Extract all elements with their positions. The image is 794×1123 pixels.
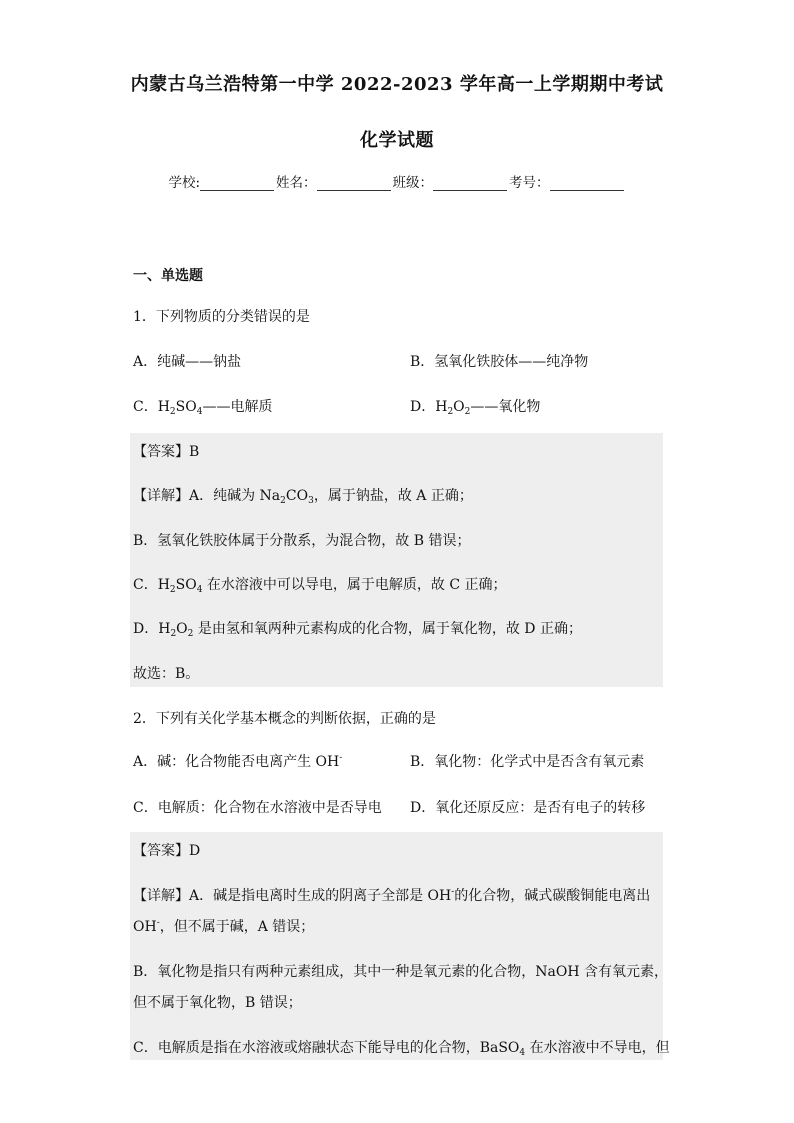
q2-stem: 2．下列有关化学基本概念的判断依据，正确的是 bbox=[133, 711, 436, 727]
page-subtitle: 化学试题 bbox=[360, 130, 434, 151]
q1-option-a: A．纯碱——钠盐 bbox=[133, 354, 242, 370]
q1-answer-box bbox=[130, 433, 663, 687]
school-field[interactable] bbox=[200, 177, 274, 191]
q2-option-c: C．电解质：化合物在水溶液中是否导电 bbox=[133, 800, 382, 816]
q2-option-d: D．氧化还原反应：是否有电子的转移 bbox=[410, 800, 646, 816]
school-label: 学校: bbox=[168, 175, 201, 191]
name-label: 姓名： bbox=[276, 175, 317, 191]
student-info-line bbox=[0, 171, 794, 191]
q2-explanation-c-line1: C．电解质是指在水溶液或熔融状态下能导电的化合物，BaSO$_4$ 在水溶液中不导电，但 bbox=[133, 1040, 670, 1058]
q1-answer: 【答案】B bbox=[133, 444, 200, 460]
q2-answer: 【答案】D bbox=[133, 843, 201, 859]
class-field[interactable] bbox=[433, 177, 507, 191]
name-field[interactable] bbox=[317, 177, 391, 191]
class-label: 班级： bbox=[392, 175, 434, 191]
q1-explanation-d: D．$H_2O_2$ 是由氢和氧两种元素构成的化合物，属于氧化物，故 D 正确； bbox=[133, 621, 582, 639]
exam-no-label: 考号： bbox=[509, 175, 550, 191]
q2-explanation-b-line1: B．氧化物是指只有两种元素组成，其中一种是氧元素的化合物，NaOH 含有氧元素， bbox=[133, 964, 669, 980]
q2-explanation-b-line2: 但不属于氧化物，B 错误； bbox=[133, 995, 302, 1011]
q2-answer-box bbox=[130, 832, 663, 1060]
q1-option-b: B．氢氧化铁胶体——纯净物 bbox=[410, 354, 589, 370]
q1-explanation-b: B．氢氧化铁胶体属于分散系，为混合物，故 B 错误； bbox=[133, 533, 471, 549]
q1-conclusion: 故选：B。 bbox=[133, 666, 200, 682]
q2-explanation-a-line1: 【详解】A．碱是指电离时生成的阴离子全部是 OH-的化合物，碱式碳酸铜能电离出 bbox=[133, 887, 651, 904]
q2-option-a: A．碱：化合物能否电离产生 OH- bbox=[133, 753, 343, 770]
q2-explanation-a-line2: OH-，但不属于碱，A 错误； bbox=[133, 918, 315, 935]
page-title: 内蒙古乌兰浩特第一中学 2022-2023 学年高一上学期期中考试 bbox=[130, 74, 664, 95]
section-heading: 一、单选题 bbox=[133, 268, 203, 284]
exam-no-field[interactable] bbox=[550, 177, 624, 191]
q1-option-d: D．$H_2O_2——$氧化物 bbox=[410, 399, 541, 417]
q1-option-c: C．$H_2SO_4——$电解质 bbox=[133, 399, 273, 417]
q1-stem: 1．下列物质的分类错误的是 bbox=[133, 309, 310, 325]
q2-option-b: B．氧化物：化学式中是否含有氧元素 bbox=[410, 754, 645, 770]
q1-explanation-a: 【详解】A．纯碱为 $Na_2CO_3$，属于钠盐，故 A 正确； bbox=[133, 488, 473, 506]
q1-explanation-c: C．$H_2SO_4$ 在水溶液中可以导电，属于电解质，故 C 正确； bbox=[133, 577, 507, 595]
